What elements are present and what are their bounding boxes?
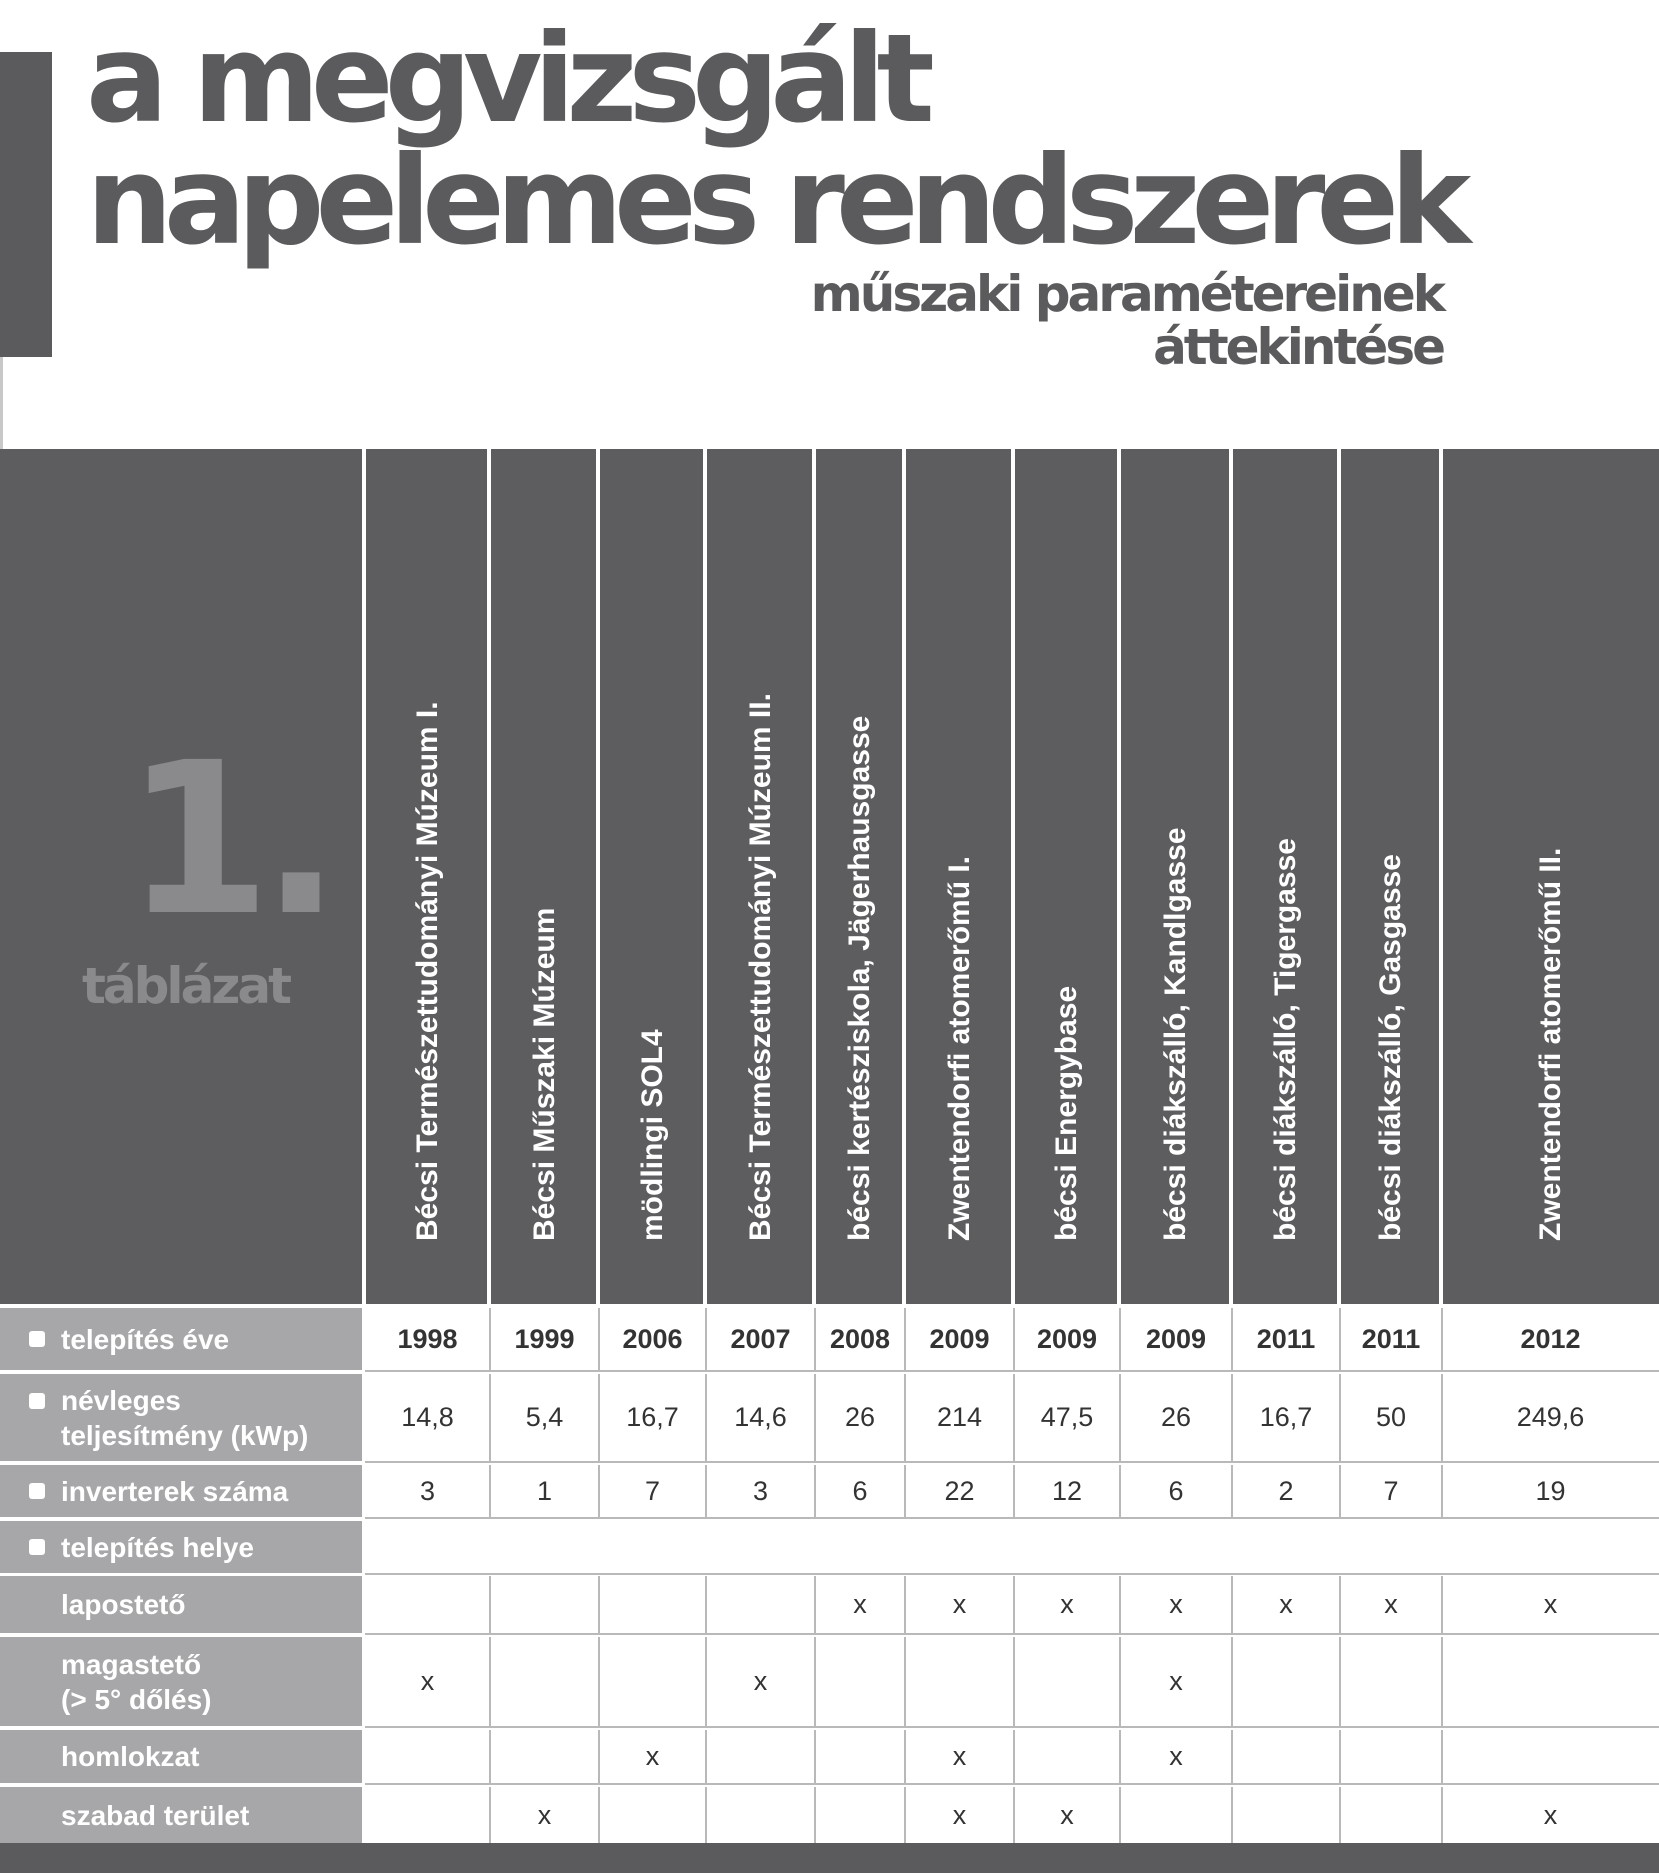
table-cell [599, 1637, 706, 1726]
title-line-2: napelemes rendszerek [86, 130, 1463, 272]
column-header-label: Zwentendorfi atomerőmű II. [1533, 847, 1567, 1241]
column-header-label: Zwentendorfi atomerőmű I. [942, 855, 976, 1241]
table-cell: 249,6 [1516, 1402, 1585, 1432]
table-cell: 19 [1535, 1475, 1566, 1506]
column-header [1340, 449, 1442, 1275]
table-cell: 2011 [1361, 1323, 1421, 1354]
page-title [86, 8, 1463, 272]
table-cell: x [645, 1741, 660, 1771]
row-label-line: magastető [61, 1648, 202, 1680]
row-divider [365, 1726, 1659, 1728]
table-cell: x [1169, 1741, 1183, 1771]
table-cell: 2007 [730, 1323, 791, 1354]
row-label-line: névleges [61, 1384, 181, 1416]
table-row [0, 1374, 1659, 1461]
table-cell: 26 [1160, 1402, 1192, 1432]
table-cell [365, 1730, 490, 1783]
row-divider [365, 1517, 1659, 1519]
table-row [0, 1576, 1659, 1633]
table-row [0, 1787, 1659, 1843]
table-row [0, 1637, 1659, 1726]
row-divider [365, 1783, 1659, 1785]
table-cell: x [952, 1799, 967, 1830]
table-cell: 14,6 [734, 1402, 787, 1432]
subtitle-line-1: műszaki paramétereinek [810, 265, 1443, 323]
table-cell: 3 [752, 1475, 769, 1506]
table-cell [490, 1576, 599, 1633]
accent-bar [0, 52, 52, 357]
table-cell [1340, 1637, 1442, 1726]
table-cell: 214 [936, 1402, 983, 1432]
column-header [815, 449, 905, 1275]
row-label [0, 1576, 362, 1633]
table-cell: 2012 [1520, 1323, 1581, 1354]
table-cell [1340, 1730, 1442, 1783]
footer-bar [0, 1843, 1659, 1873]
table-cell: 14,8 [401, 1402, 454, 1432]
table-cell [905, 1637, 1014, 1726]
left-rule [0, 357, 3, 452]
column-header [905, 449, 1014, 1275]
column-header [1014, 449, 1120, 1275]
column-header-label: bécsi diákszálló, Kandlgasse [1159, 827, 1192, 1241]
table-row [0, 1465, 1659, 1517]
table-cell [706, 1730, 815, 1783]
row-label [0, 1308, 362, 1370]
table-cell [365, 1576, 490, 1633]
table-cell: 2008 [829, 1323, 891, 1354]
table-cell: x [537, 1799, 552, 1830]
table-cell [599, 1576, 706, 1633]
table-cell: 16,7 [626, 1402, 679, 1432]
table-cell: x [420, 1666, 435, 1696]
table-cell [815, 1730, 905, 1783]
table-cell [1442, 1730, 1659, 1783]
row-label-line: (> 5° dőlés) [61, 1683, 212, 1715]
table-cell [1232, 1730, 1340, 1783]
table-cell: x [1543, 1589, 1558, 1619]
row-label [0, 1637, 362, 1726]
row-label-text: szabad terület [61, 1799, 250, 1831]
table-cell: 1998 [397, 1323, 458, 1354]
table-cell: 6 [852, 1475, 868, 1506]
table-cell: 2009 [1036, 1323, 1098, 1354]
row-divider [365, 1573, 1659, 1575]
table-cell: 2011 [1256, 1323, 1316, 1354]
column-header [1232, 449, 1340, 1275]
row-divider [365, 1633, 1659, 1635]
table-cell: x [1169, 1589, 1183, 1619]
table-word: táblázat [82, 957, 290, 1015]
row-label [0, 1374, 362, 1461]
row-label-text: homlokzat [61, 1741, 200, 1772]
row-label [0, 1730, 362, 1783]
column-header [1442, 449, 1659, 1275]
table-cell [815, 1787, 905, 1843]
table-cell [1442, 1637, 1659, 1726]
table-cell: 22 [944, 1475, 975, 1506]
table-cell: x [952, 1589, 967, 1619]
table-cell: 1 [536, 1475, 553, 1506]
row-label [0, 1521, 362, 1573]
table-cell [365, 1787, 490, 1843]
table-cell: 12 [1051, 1475, 1083, 1506]
table-cell: 47,5 [1040, 1402, 1094, 1432]
subtitle-line-2: áttekintése [1153, 317, 1443, 376]
table-cell: x [1060, 1799, 1074, 1830]
table-row [0, 1730, 1659, 1783]
table-cell: x [753, 1666, 768, 1696]
row-label-text: inverterek száma [61, 1475, 289, 1507]
table-cell: 1999 [514, 1323, 575, 1354]
title-line-1: a megvizsgált [86, 8, 926, 150]
table-number: 1. [125, 717, 331, 962]
table-cell: 2 [1278, 1475, 1294, 1506]
table-cell: 6 [1168, 1475, 1184, 1506]
row-label [0, 1465, 362, 1517]
table-cell: 7 [1383, 1475, 1399, 1506]
row-label-text: telepítés helye [61, 1531, 254, 1563]
table-cell [490, 1637, 599, 1726]
column-header [1120, 449, 1232, 1275]
page-subtitle [810, 265, 1443, 376]
table-cell: 7 [644, 1475, 661, 1506]
column-header [490, 449, 599, 1275]
row-label-text: lapostető [61, 1589, 186, 1620]
table-cell [1232, 1637, 1340, 1726]
table-cell: x [1169, 1666, 1183, 1696]
table-cell [490, 1730, 599, 1783]
column-header-label: Bécsi Műszaki Múzeum [527, 907, 561, 1241]
table-cell: 2009 [929, 1323, 990, 1354]
column-header-label: mödlingi SOL4 [635, 1029, 669, 1241]
table-cell [1340, 1787, 1442, 1843]
column-header-label: Bécsi Természettudományi Múzeum I. [410, 701, 444, 1241]
column-header [706, 449, 815, 1275]
table-cell: x [1279, 1589, 1293, 1619]
table-cell: x [1543, 1799, 1558, 1830]
row-label [0, 1787, 362, 1843]
table-cell [599, 1787, 706, 1843]
table-cell [815, 1637, 905, 1726]
table-cell: 16,7 [1259, 1402, 1313, 1432]
table-cell: 2009 [1145, 1323, 1207, 1354]
table-cell: 2006 [622, 1323, 683, 1354]
column-header-label: bécsi kertésziskola, Jägerhausgasse [843, 715, 876, 1241]
column-header [365, 449, 490, 1275]
table-cell [1120, 1787, 1232, 1843]
row-divider [365, 1461, 1659, 1463]
table-row [0, 1521, 1659, 1573]
table-cell: x [853, 1589, 867, 1619]
column-header-label: bécsi Energybase [1050, 985, 1083, 1241]
column-header-label: Bécsi Természettudományi Múzeum II. [743, 693, 777, 1241]
table-row [0, 1308, 1659, 1370]
table-cell [706, 1576, 815, 1633]
table-cell: x [1384, 1589, 1398, 1619]
table-cell [1014, 1637, 1120, 1726]
row-label-text: telepítés éve [61, 1323, 230, 1355]
table-cell: x [952, 1741, 967, 1771]
row-divider [365, 1370, 1659, 1372]
table-cell [1014, 1730, 1120, 1783]
table-cell: 3 [419, 1475, 436, 1506]
table-cell: 5,4 [525, 1402, 564, 1432]
table-cell: 26 [844, 1402, 876, 1432]
table-cell [706, 1787, 815, 1843]
table-cell: 50 [1375, 1402, 1407, 1432]
table-cell [1232, 1787, 1340, 1843]
column-header-label: bécsi diákszálló, Tigergasse [1269, 838, 1302, 1241]
row-label-line: teljesítmény (kWp) [61, 1419, 309, 1451]
column-header [599, 449, 706, 1275]
column-header-label: bécsi diákszálló, Gasgasse [1374, 854, 1407, 1241]
table-cell: x [1060, 1589, 1074, 1619]
